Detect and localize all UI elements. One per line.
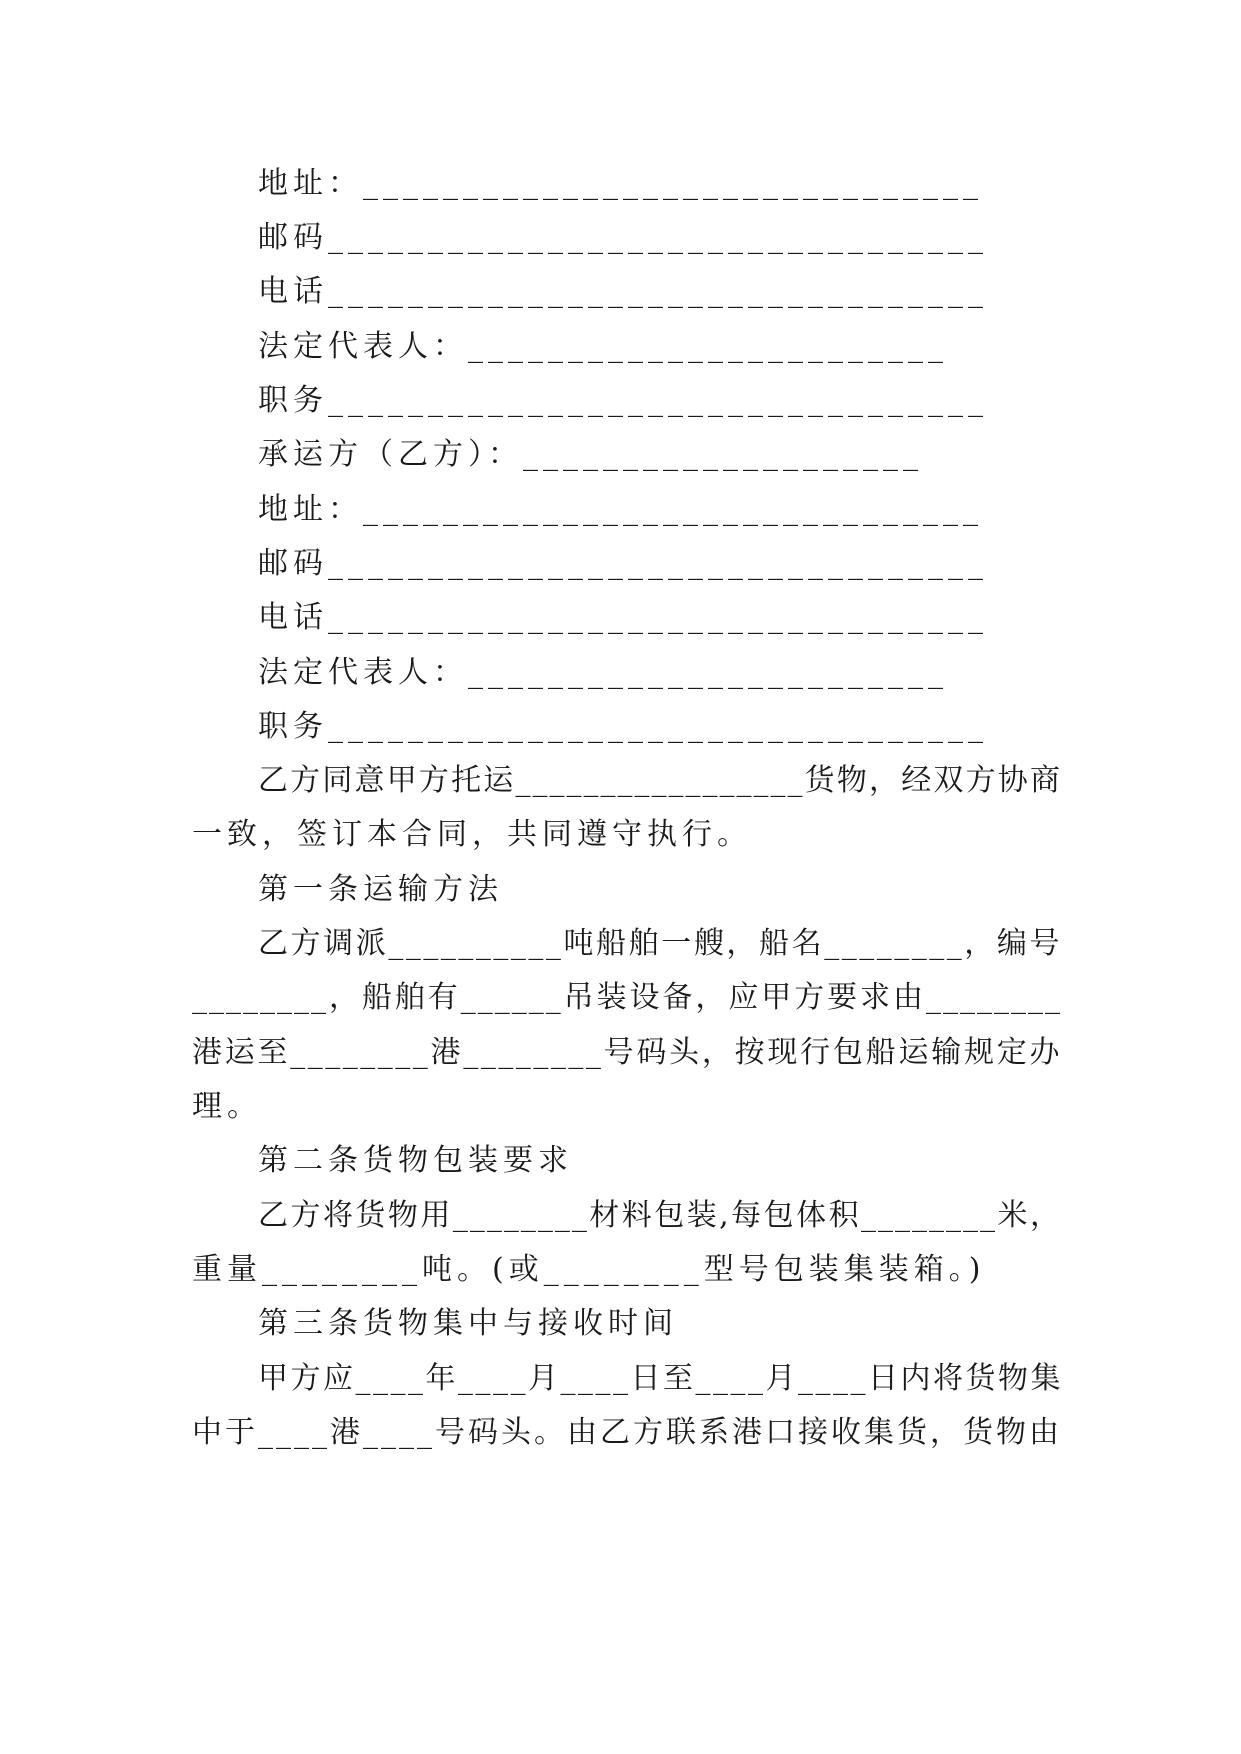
party-b-legal-rep: 法定代表人：________________________	[258, 655, 948, 690]
party-b-address: 地址：_______________________________	[258, 492, 983, 527]
article-2-line-2: 重量________吨。(或________型号包装集装箱。)	[192, 1252, 986, 1287]
party-a-address: 地址：_______________________________	[258, 166, 983, 201]
article-1-line-3: 港运至________港________号码头，按现行包船运输规定办	[192, 1035, 1062, 1070]
party-a-postcode: 邮码_________________________________	[258, 220, 988, 255]
intro-line-1: 乙方同意甲方托运_________________货物，经双方协商	[258, 763, 1062, 798]
party-a-legal-rep: 法定代表人：________________________	[258, 329, 948, 364]
article-3-title: 第三条货物集中与接收时间	[258, 1306, 678, 1341]
intro-line-2: 一致，签订本合同，共同遵守执行。	[192, 817, 752, 852]
article-2-title: 第二条货物包装要求	[258, 1143, 573, 1178]
article-3-line-2: 中于____港____号码头。由乙方联系港口接收集货，货物由	[192, 1415, 1062, 1450]
party-b-phone: 电话_________________________________	[258, 600, 988, 635]
article-3-line-1: 甲方应____年____月____日至____月____日内将货物集	[258, 1361, 1063, 1396]
article-2-line-1: 乙方将货物用________材料包装,每包体积________米，	[258, 1198, 1062, 1233]
party-b-position: 职务_________________________________	[258, 709, 988, 744]
article-1-line-1: 乙方调派__________吨船舶一艘，船名________，编号	[258, 926, 1062, 961]
article-1-line-2: ________，船舶有______吊装设备，应甲方要求由________	[192, 980, 1062, 1015]
article-1-title: 第一条运输方法	[258, 872, 503, 907]
party-b-heading: 承运方（乙方）：____________________	[258, 437, 923, 472]
party-a-position: 职务_________________________________	[258, 383, 988, 418]
article-1-line-4: 理。	[192, 1089, 262, 1124]
party-a-phone: 电话_________________________________	[258, 274, 988, 309]
party-b-postcode: 邮码_________________________________	[258, 546, 988, 581]
